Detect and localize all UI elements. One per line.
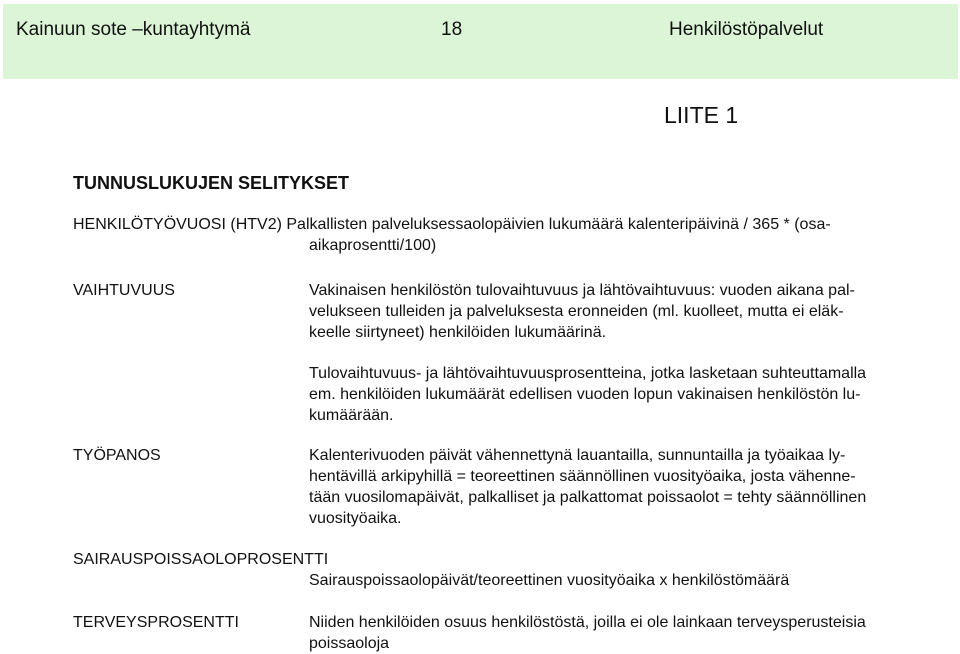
definition-line: Tulovaihtuvuus- ja lähtövaihtuvuusprosentteina, jotka lasketaan suhteuttamalla xyxy=(309,365,867,382)
definition-line: velukseen tulleiden ja palveluksesta eronneiden (ml. kuolleet, mutta ei eläk- xyxy=(309,303,844,320)
htv-definition-line-1: HENKILÖTYÖVUOSI (HTV2) Palkallisten palveluksessaolopäivien lukumäärä kalenteripäivinä / 365 * (osa- xyxy=(73,216,831,233)
definition-line: vuosityöaika. xyxy=(309,510,402,527)
header-organization: Kainuun sote –kuntayhtymä xyxy=(16,19,251,40)
vaihtuvuus-definition-para-1 xyxy=(309,280,949,343)
definition-line: keelle siirtyneet) henkilöiden lukumäärinä. xyxy=(309,324,607,341)
definition-line: em. henkilöiden lukumäärät edellisen vuoden lopun vakinaisen henkilöstön lu- xyxy=(309,386,861,403)
term-terveysprosentti: TERVEYSPROSENTTI xyxy=(73,614,239,631)
definition-line: hentävillä arkipyhillä = teoreettinen säännöllinen vuosityöaika, josta vähenne- xyxy=(309,468,856,485)
tyopanos-definition xyxy=(309,445,949,529)
definition-line: tään vuosilomapäivät, palkalliset ja palkattomat poissaolot = tehty säännöllinen xyxy=(309,489,867,506)
term-vaihtuvuus: VAIHTUVUUS xyxy=(73,282,175,299)
appendix-label: LIITE 1 xyxy=(664,102,739,128)
definition-line: kumäärään. xyxy=(309,407,394,424)
section-title: TUNNUSLUKUJEN SELITYKSET xyxy=(73,173,350,193)
sairauspoissaolo-definition: Sairauspoissaolopäivät/teoreettinen vuosityöaika x henkilöstömäärä xyxy=(309,572,790,589)
definition-line: Vakinaisen henkilöstön tulovaihtuvuus ja lähtövaihtuvuus: vuoden aikana pal- xyxy=(309,282,855,299)
htv-definition-line-2: aikaprosentti/100) xyxy=(309,237,437,254)
header-department: Henkilöstöpalvelut xyxy=(669,19,824,40)
definition-line: poissaoloja xyxy=(309,635,390,652)
terveysprosentti-definition xyxy=(309,612,949,654)
term-sairauspoissaoloprosentti: SAIRAUSPOISSAOLOPROSENTTI xyxy=(73,551,329,568)
definition-line: Kalenterivuoden päivät vähennettynä lauantailla, sunnuntailla ja työaikaa ly- xyxy=(309,447,846,464)
term-tyopanos: TYÖPANOS xyxy=(73,447,161,464)
page-header xyxy=(3,4,958,79)
vaihtuvuus-definition-para-2 xyxy=(309,363,949,426)
header-page-number: 18 xyxy=(441,19,463,40)
definition-line: Niiden henkilöiden osuus henkilöstöstä, joilla ei ole lainkaan terveysperusteisia xyxy=(309,614,866,631)
